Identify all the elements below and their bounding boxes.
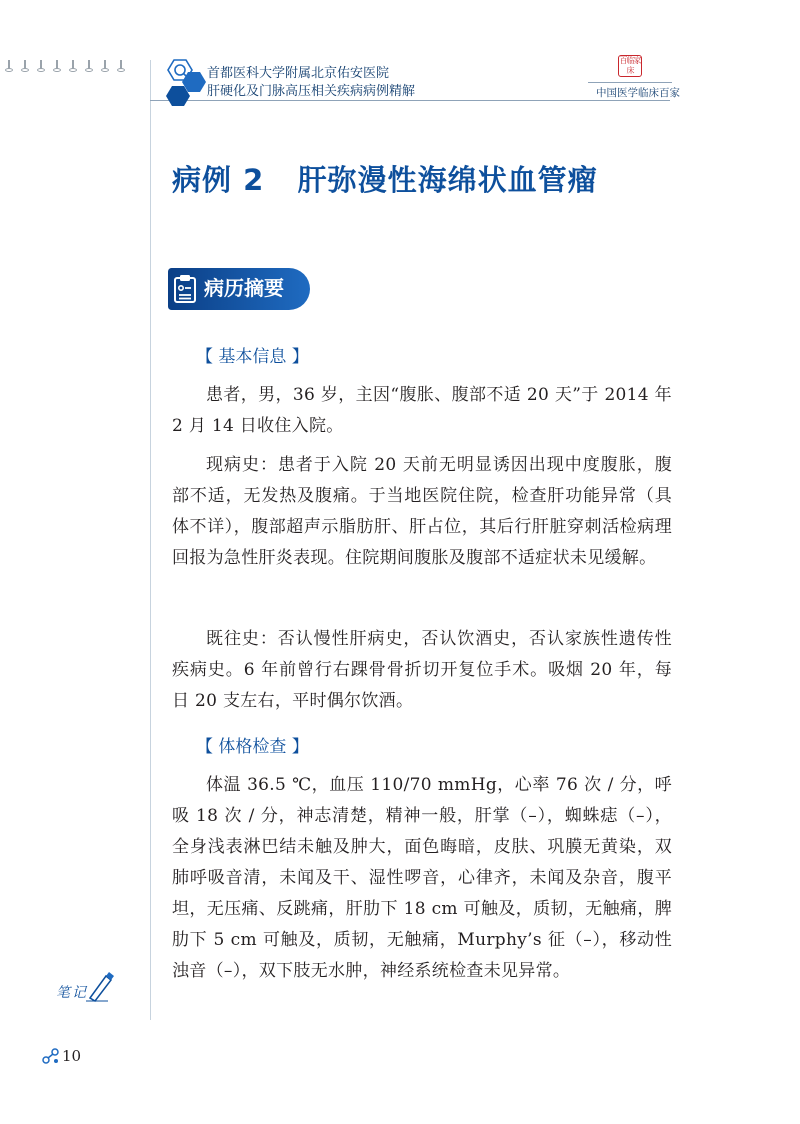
binder-holes <box>8 60 132 76</box>
molecule-icon <box>42 1047 60 1065</box>
header-hospital: 首都医科大学附属北京佑安医院 <box>207 66 390 81</box>
paragraph-past-history: 既往史：否认慢性肝病史，否认饮酒史，否认家族性遗传性疾病史。6 年前曾行右踝骨骨折切开复位手术。吸烟 20 年，每日 20 支左右，平时偶尔饮酒。 <box>172 629 672 711</box>
header-series: 中国医学临床百家 <box>596 87 680 99</box>
seal-text: 百临家床 <box>619 56 641 75</box>
series-seal <box>618 55 642 77</box>
notes-margin-icon <box>56 970 116 1004</box>
page-number: 10 <box>62 1047 82 1065</box>
paragraph-present-illness: 现病史：患者于入院 20 天前无明显诱因出现中度腹胀，腹部不适，无发热及腹痛。于当地医院住院，检查肝功能异常（具体不详），腹部超声示脂肪肝、肝占位，其后行肝脏穿刺活检病理回报为急性肝炎表现。住院期间腹胀及腹部不适症状未见缓解。 <box>172 455 672 568</box>
header-rule <box>150 100 670 101</box>
section-title: 病历摘要 <box>204 276 284 300</box>
pen-icon <box>86 970 116 1002</box>
header-rule-right <box>588 82 672 83</box>
paragraph-physical-exam: 体温 36.5 ℃，血压 110/70 mmHg，心率 76 次 / 分，呼吸 18 次 / 分，神志清楚，精神一般，肝掌（–），蜘蛛痣（–），全身浅表淋巴结未触及肿大，面色晦暗，皮肤、巩膜无黄染，双肺呼吸音清，未闻及干、湿性啰音，心律齐，未闻及杂音，腹平坦，无压痛、反跳痛，肝肋下 18 cm 可触及，质韧，无触痛，脾肋下 5 cm 可触及，质韧，无触痛，Murphy’s 征（–），移动性浊音（–），双下肢无水肿，神经系统检查未见异常。 <box>172 775 672 981</box>
header-book-title: 肝硬化及门脉高压相关疾病病例精解 <box>207 84 416 99</box>
margin-line <box>150 60 151 1020</box>
clipboard-icon <box>172 274 198 304</box>
notes-label: 笔记 <box>56 985 88 1001</box>
basic-info-heading: 【 基本信息 】 <box>196 347 309 367</box>
hexagon-logo-icon <box>158 58 206 110</box>
paragraph-chief-complaint: 患者，男，36 岁，主因“腹胀、腹部不适 20 天”于 2014 年 2 月 14 日收住入院。 <box>172 385 672 436</box>
case-title: 病例 2 肝弥漫性海绵状血管瘤 <box>172 163 598 197</box>
physical-exam-heading: 【 体格检查 】 <box>196 737 309 757</box>
